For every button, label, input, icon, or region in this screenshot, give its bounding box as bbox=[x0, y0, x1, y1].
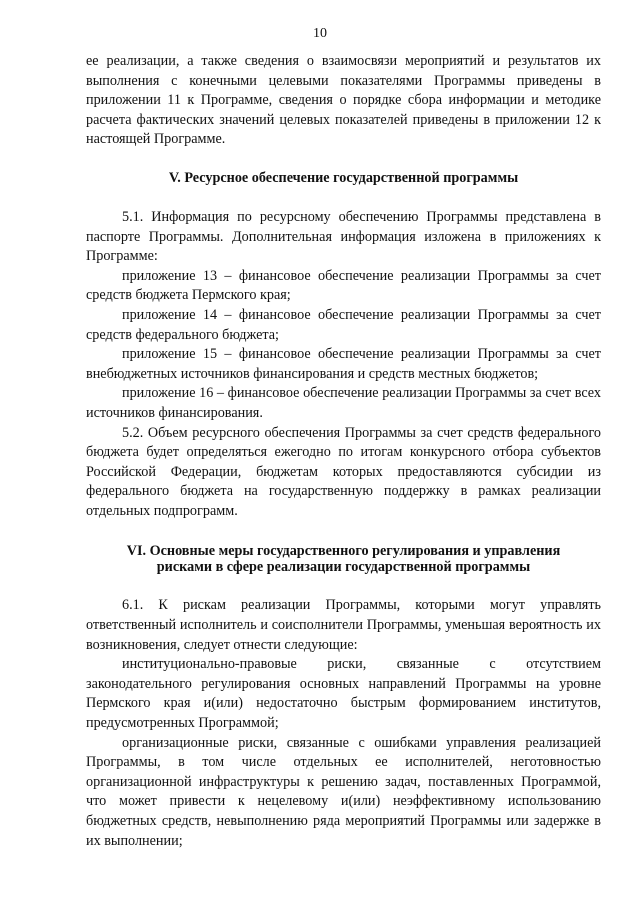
section-6-heading-line-1: VI. Основные меры государственного регулирования и управления bbox=[126, 543, 561, 560]
appendix-item-13: приложение 13 – финансовое обеспечение реализации Программы за счет средств бюджета Пермского края; bbox=[86, 267, 601, 304]
page-number: 10 bbox=[313, 26, 327, 41]
appendix-item-15: приложение 15 – финансовое обеспечение реализации Программы за счет внебюджетных источников финансирования и средств местных бюджетов; bbox=[86, 346, 601, 382]
section-6-heading bbox=[86, 543, 601, 575]
appendix-item-16: приложение 16 – финансовое обеспечение реализации Программы за счет всех источников финансирования. bbox=[86, 385, 601, 421]
paragraph-5-2: 5.2. Объем ресурсного обеспечения Программы за счет средств федерального бюджета будет определяться ежегодно по итогам конкурсного отбора субъектов Российской Федерации, бюджетам которых предоставляются субсидии из федерального бюджета на государственную поддержку в рамках реализации отдельных подпрограмм. bbox=[86, 424, 601, 519]
paragraph-6-1: 6.1. К рискам реализации Программы, которыми могут управлять ответственный исполнитель и соисполнители Программы, уменьшая вероятность их возникновения, следует отнести следующие: bbox=[86, 597, 601, 653]
section-5-heading: V. Ресурсное обеспечение государственной программы bbox=[168, 169, 519, 186]
risk-item-organizational: организационные риски, связанные с ошибками управления реализацией Программы, в том числе отдельных ее исполнителей, неготовностью организационной инфраструктуры к решению задач, поставленных Программой, что может привести к нецелевому и(или) неэффективному использованию бюджетных средств, невыполнению ряда мероприятий Программы или задержке в их выполнении; bbox=[86, 734, 601, 849]
paragraph-continuation: ее реализации, а также сведения о взаимосвязи мероприятий и результатов их выполнения с конечными целевыми показателями Программы приведены в приложении 11 к Программе, сведения о порядке сбора информации и методике расчета фактических значений целевых показателей приведены в приложении 12 к настоящей Программе. bbox=[86, 53, 601, 148]
page-content bbox=[86, 52, 601, 851]
appendix-item-14: приложение 14 – финансовое обеспечение реализации Программы за счет средств федерального бюджета; bbox=[86, 306, 601, 343]
section-6-heading-line-2: рисками в сфере реализации государственной программы bbox=[156, 559, 531, 576]
risk-item-institutional: институционально-правовые риски, связанные с отсутствием законодательного регулирования основных направлений Программы на уровне Пермского края и(или) недостаточно быстрым формированием институтов, предусмотренных Программой; bbox=[86, 656, 601, 732]
paragraph-5-1: 5.1. Информация по ресурсному обеспечению Программы представлена в паспорте Программы. Дополнительная информация изложена в приложениях к Программе: bbox=[86, 208, 601, 265]
